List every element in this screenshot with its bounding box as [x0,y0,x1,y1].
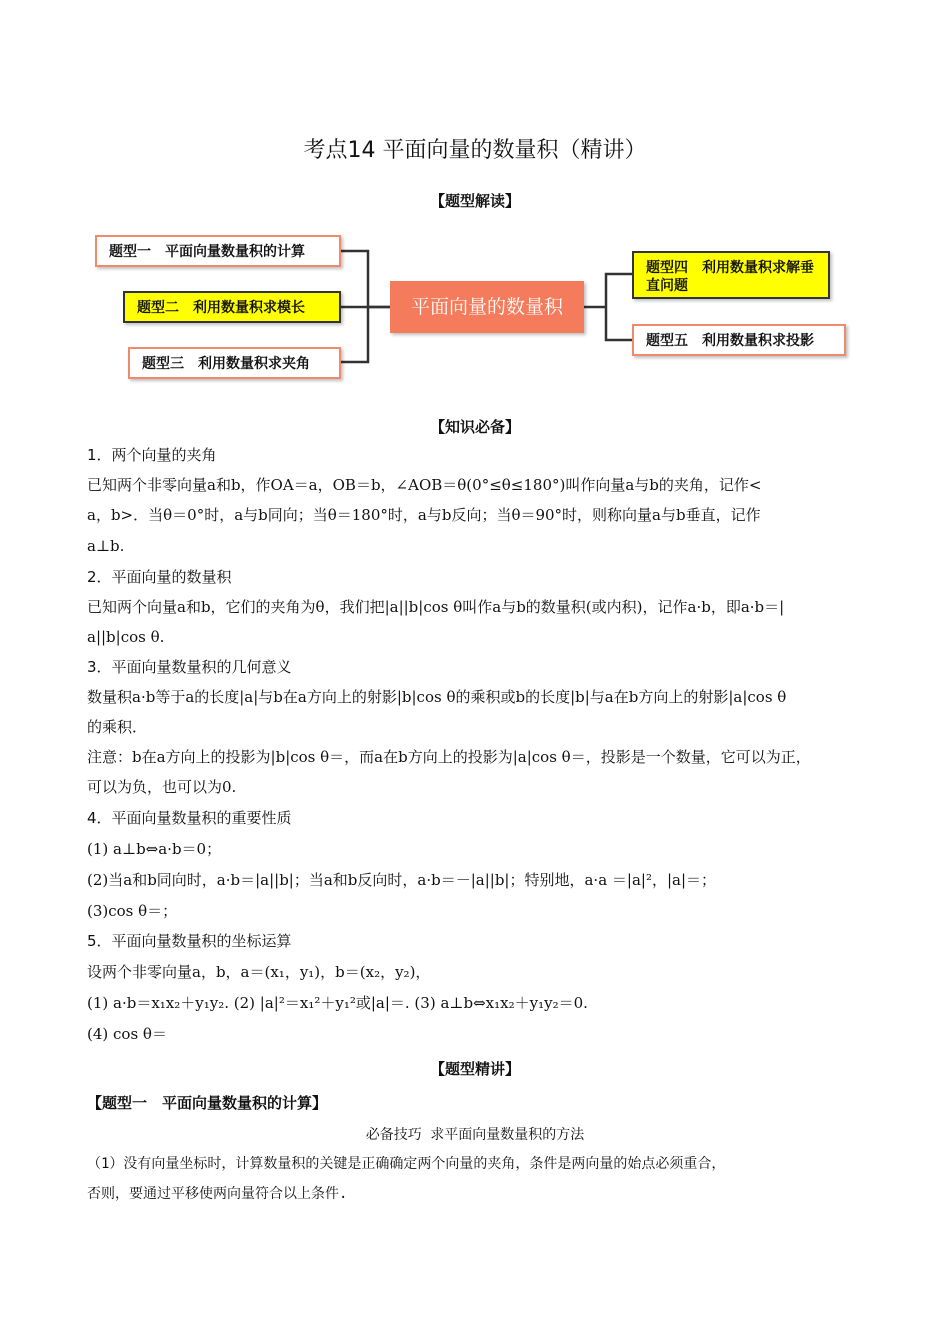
note-line: 可以为负，也可以为0. [87,778,237,796]
mindmap-type1: 题型一 平面向量数量积的计算 [95,235,341,267]
heading-coordinates: 5．平面向量数量积的坐标运算 [87,932,292,950]
text-line: (1) a·b＝x₁x₂＋y₁y₂. (2) |a|²＝x₁²＋y₁²或|a|＝. (3) a⊥b⇔x₁x₂＋y₁y₂＝0. [87,994,588,1012]
mindmap-type5: 题型五 利用数量积求投影 [632,324,846,356]
text-line: (2)当a和b同向时，a·b＝|a||b|；当a和b反向时，a·b＝－|a||b|；特别地，a·a ＝|a|²，|a|＝； [87,871,717,889]
text-line: (4) cos θ＝ [87,1025,167,1043]
text-line: 的乘积． [87,718,148,736]
text-line: (3)cos θ＝； [87,902,178,920]
note-line: 注意：b在a方向上的投影为|b|cos θ＝，而a在b方向上的投影为|a|cos θ＝，投影是一个数量，它可以为正， [87,748,811,766]
tip-line: （1）没有向量坐标时，计算数量积的关键是正确确定两个向量的夹角，条件是两向量的始点必须重合， [87,1156,726,1172]
section-reading-heading: 【题型解读】 [429,192,520,210]
mindmap-center: 平面向量的数量积 [390,281,584,333]
text-line: a||b|cos θ. [87,628,165,646]
section-knowledge-heading: 【知识必备】 [429,418,520,436]
text-line: 数量积a·b等于a的长度|a|与b在a方向上的射影|b|cos θ的乘积或b的长度|b|与a在b方向上的射影|a|cos θ [87,688,787,706]
heading-geometric-meaning: 3．平面向量数量积的几何意义 [87,658,292,676]
tip-line: 否则，要通过平移使两向量符合以上条件. [87,1186,348,1202]
type1-heading: 【题型一 平面向量数量积的计算】 [87,1094,328,1112]
text-line: a，b>．当θ＝0°时，a与b同向；当θ＝180°时，a与b反向；当θ＝90°时，则称向量a与b垂直，记作 [87,506,761,524]
text-line: 设两个非零向量a，b，a＝(x₁，y₁)，b＝(x₂，y₂)， [87,963,431,981]
heading-angle: 1．两个向量的夹角 [87,446,217,464]
text-line: a⊥b. [87,537,125,555]
mindmap-type2: 题型二 利用数量积求模长 [123,291,341,323]
heading-properties: 4．平面向量数量积的重要性质 [87,809,292,827]
page-title: 考点14 平面向量的数量积（精讲） [303,138,647,163]
tip-title: 必备技巧 求平面向量数量积的方法 [365,1127,585,1143]
text-line: (1) a⊥b⇔a·b＝0； [87,840,222,858]
mindmap-type4: 题型四 利用数量积求解垂直问题 [632,251,830,299]
heading-dot-product: 2．平面向量的数量积 [87,568,232,586]
text-line: 已知两个非零向量a和b，作OA＝a，OB＝b，∠AOB＝θ(0°≤θ≤180°)叫作向量a与b的夹角，记作< [87,476,762,494]
mindmap-type3: 题型三 利用数量积求夹角 [128,347,341,379]
text-line: 已知两个向量a和b，它们的夹角为θ，我们把|a||b|cos θ叫作a与b的数量积(或内积)，记作a·b，即a·b＝| [87,598,785,616]
section-detail-heading: 【题型精讲】 [429,1060,520,1078]
